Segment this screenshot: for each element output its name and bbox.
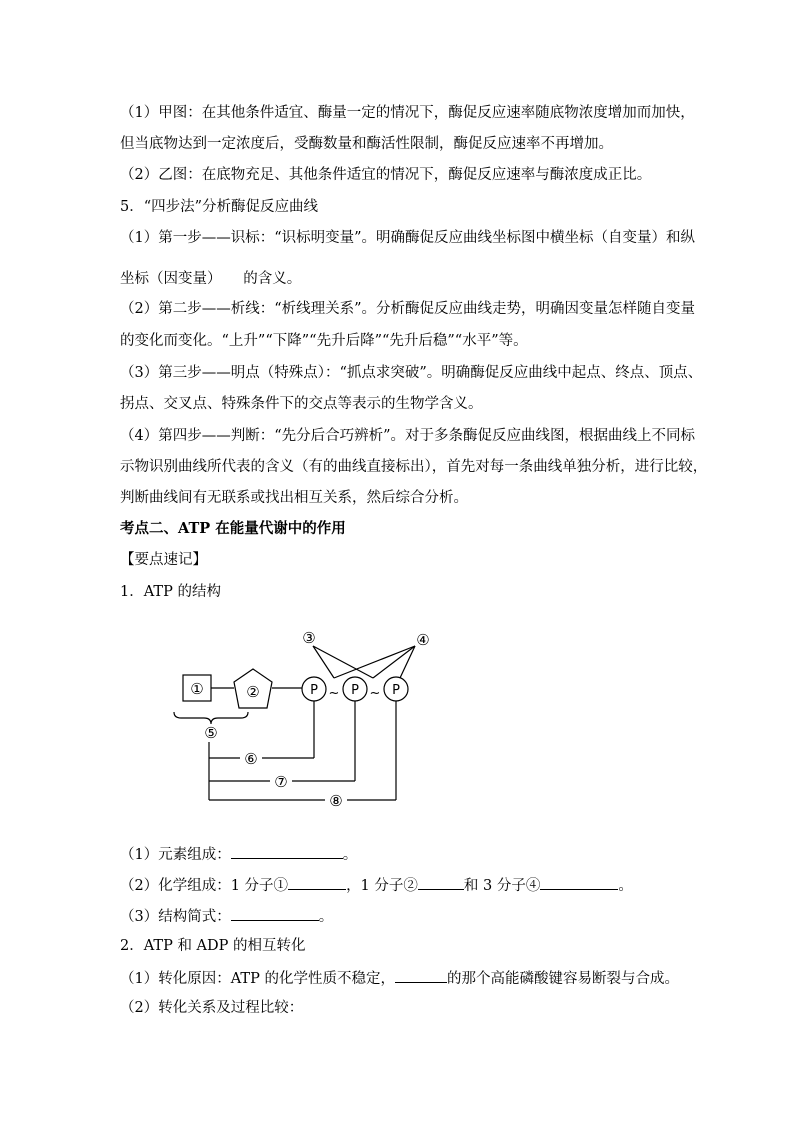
paragraph-line: （4）第四步——判断：“先分后合巧辨析”。对于多条酶促反应曲线图，根据曲线上不同标: [120, 428, 696, 444]
phosphate-label: P: [310, 683, 318, 698]
paragraph-line: （2）第二步——析线：“析线理关系”。分析酶促反应曲线走势，明确因变量怎样随自变量: [120, 301, 696, 317]
answer-blank[interactable]: [418, 874, 464, 890]
question-chemical-composition: （2）化学组成：1 分子① ，1 分子② 和 3 分子④ 。: [120, 874, 633, 896]
label-5: ⑤: [204, 724, 218, 742]
label-2: ②: [246, 683, 260, 701]
label-1: ①: [190, 680, 204, 698]
answer-blank[interactable]: [395, 967, 447, 983]
label-6: ⑥: [244, 750, 258, 768]
question-conversion-relation: （2）转化关系及过程比较：: [120, 1000, 304, 1016]
paragraph-line: 坐标（因变量） 的含义。: [120, 271, 302, 287]
high-energy-bond: ~: [369, 686, 381, 701]
paragraph-line: （1）第一步——识标：“识标明变量”。明确酶促反应曲线坐标图中横坐标（自变量）和纵: [120, 230, 696, 246]
answer-blank[interactable]: [231, 905, 319, 921]
paragraph-line: （3）第三步——明点（特殊点）：“抓点求突破”。明确酶促反应曲线中起点、终点、顶点、: [120, 365, 703, 381]
paragraph-line: 的变化而变化。“上升”“下降”“先升后降”“先升后稳”“水平”等。: [120, 333, 528, 349]
label-8: ⑧: [329, 792, 343, 810]
memo-heading: 【要点速记】: [120, 552, 207, 568]
paragraph-line: （2）乙图：在底物充足、其他条件适宜的情况下，酶促反应速率与酶浓度成正比。: [120, 167, 652, 183]
label-3: ③: [302, 629, 316, 647]
paragraph-line: 5．“四步法”分析酶促反应曲线: [120, 199, 319, 215]
label-4: ④: [416, 631, 430, 649]
brace: [174, 712, 248, 724]
high-energy-bond: ~: [328, 686, 340, 701]
section-title: 考点二、ATP 在能量代谢中的作用: [120, 520, 346, 537]
atp-adp-heading: 2．ATP 和 ADP 的相互转化: [120, 938, 306, 954]
paragraph-line: 但当底物达到一定浓度后，受酶数量和酶活性限制，酶促反应速率不再增加。: [120, 136, 613, 152]
phosphate-label: P: [392, 683, 400, 698]
label-7: ⑦: [274, 773, 288, 791]
paragraph-line: 拐点、交叉点、特殊条件下的交点等表示的生物学含义。: [120, 396, 483, 412]
paragraph-line: 判断曲线间有无联系或找出相互关系，然后综合分析。: [120, 490, 468, 506]
answer-blank[interactable]: [540, 874, 618, 890]
question-structural-formula: （3）结构简式： 。: [120, 905, 333, 927]
atp-structure-heading: 1．ATP 的结构: [120, 584, 221, 600]
question-conversion-reason: （1）转化原因：ATP 的化学性质不稳定， 的那个高能磷酸键容易断裂与合成。: [120, 967, 679, 989]
answer-blank[interactable]: [231, 843, 343, 859]
phosphate-label: P: [351, 683, 359, 698]
answer-blank[interactable]: [288, 874, 346, 890]
paragraph-line: 示物识别曲线所代表的含义（有的曲线直接标出），首先对每一条曲线单独分析，进行比较，: [120, 459, 708, 475]
paragraph-line: （1）甲图：在其他条件适宜、酶量一定的情况下，酶促反应速率随底物浓度增加而加快，: [120, 105, 695, 121]
question-element-composition: （1）元素组成： 。: [120, 843, 357, 865]
